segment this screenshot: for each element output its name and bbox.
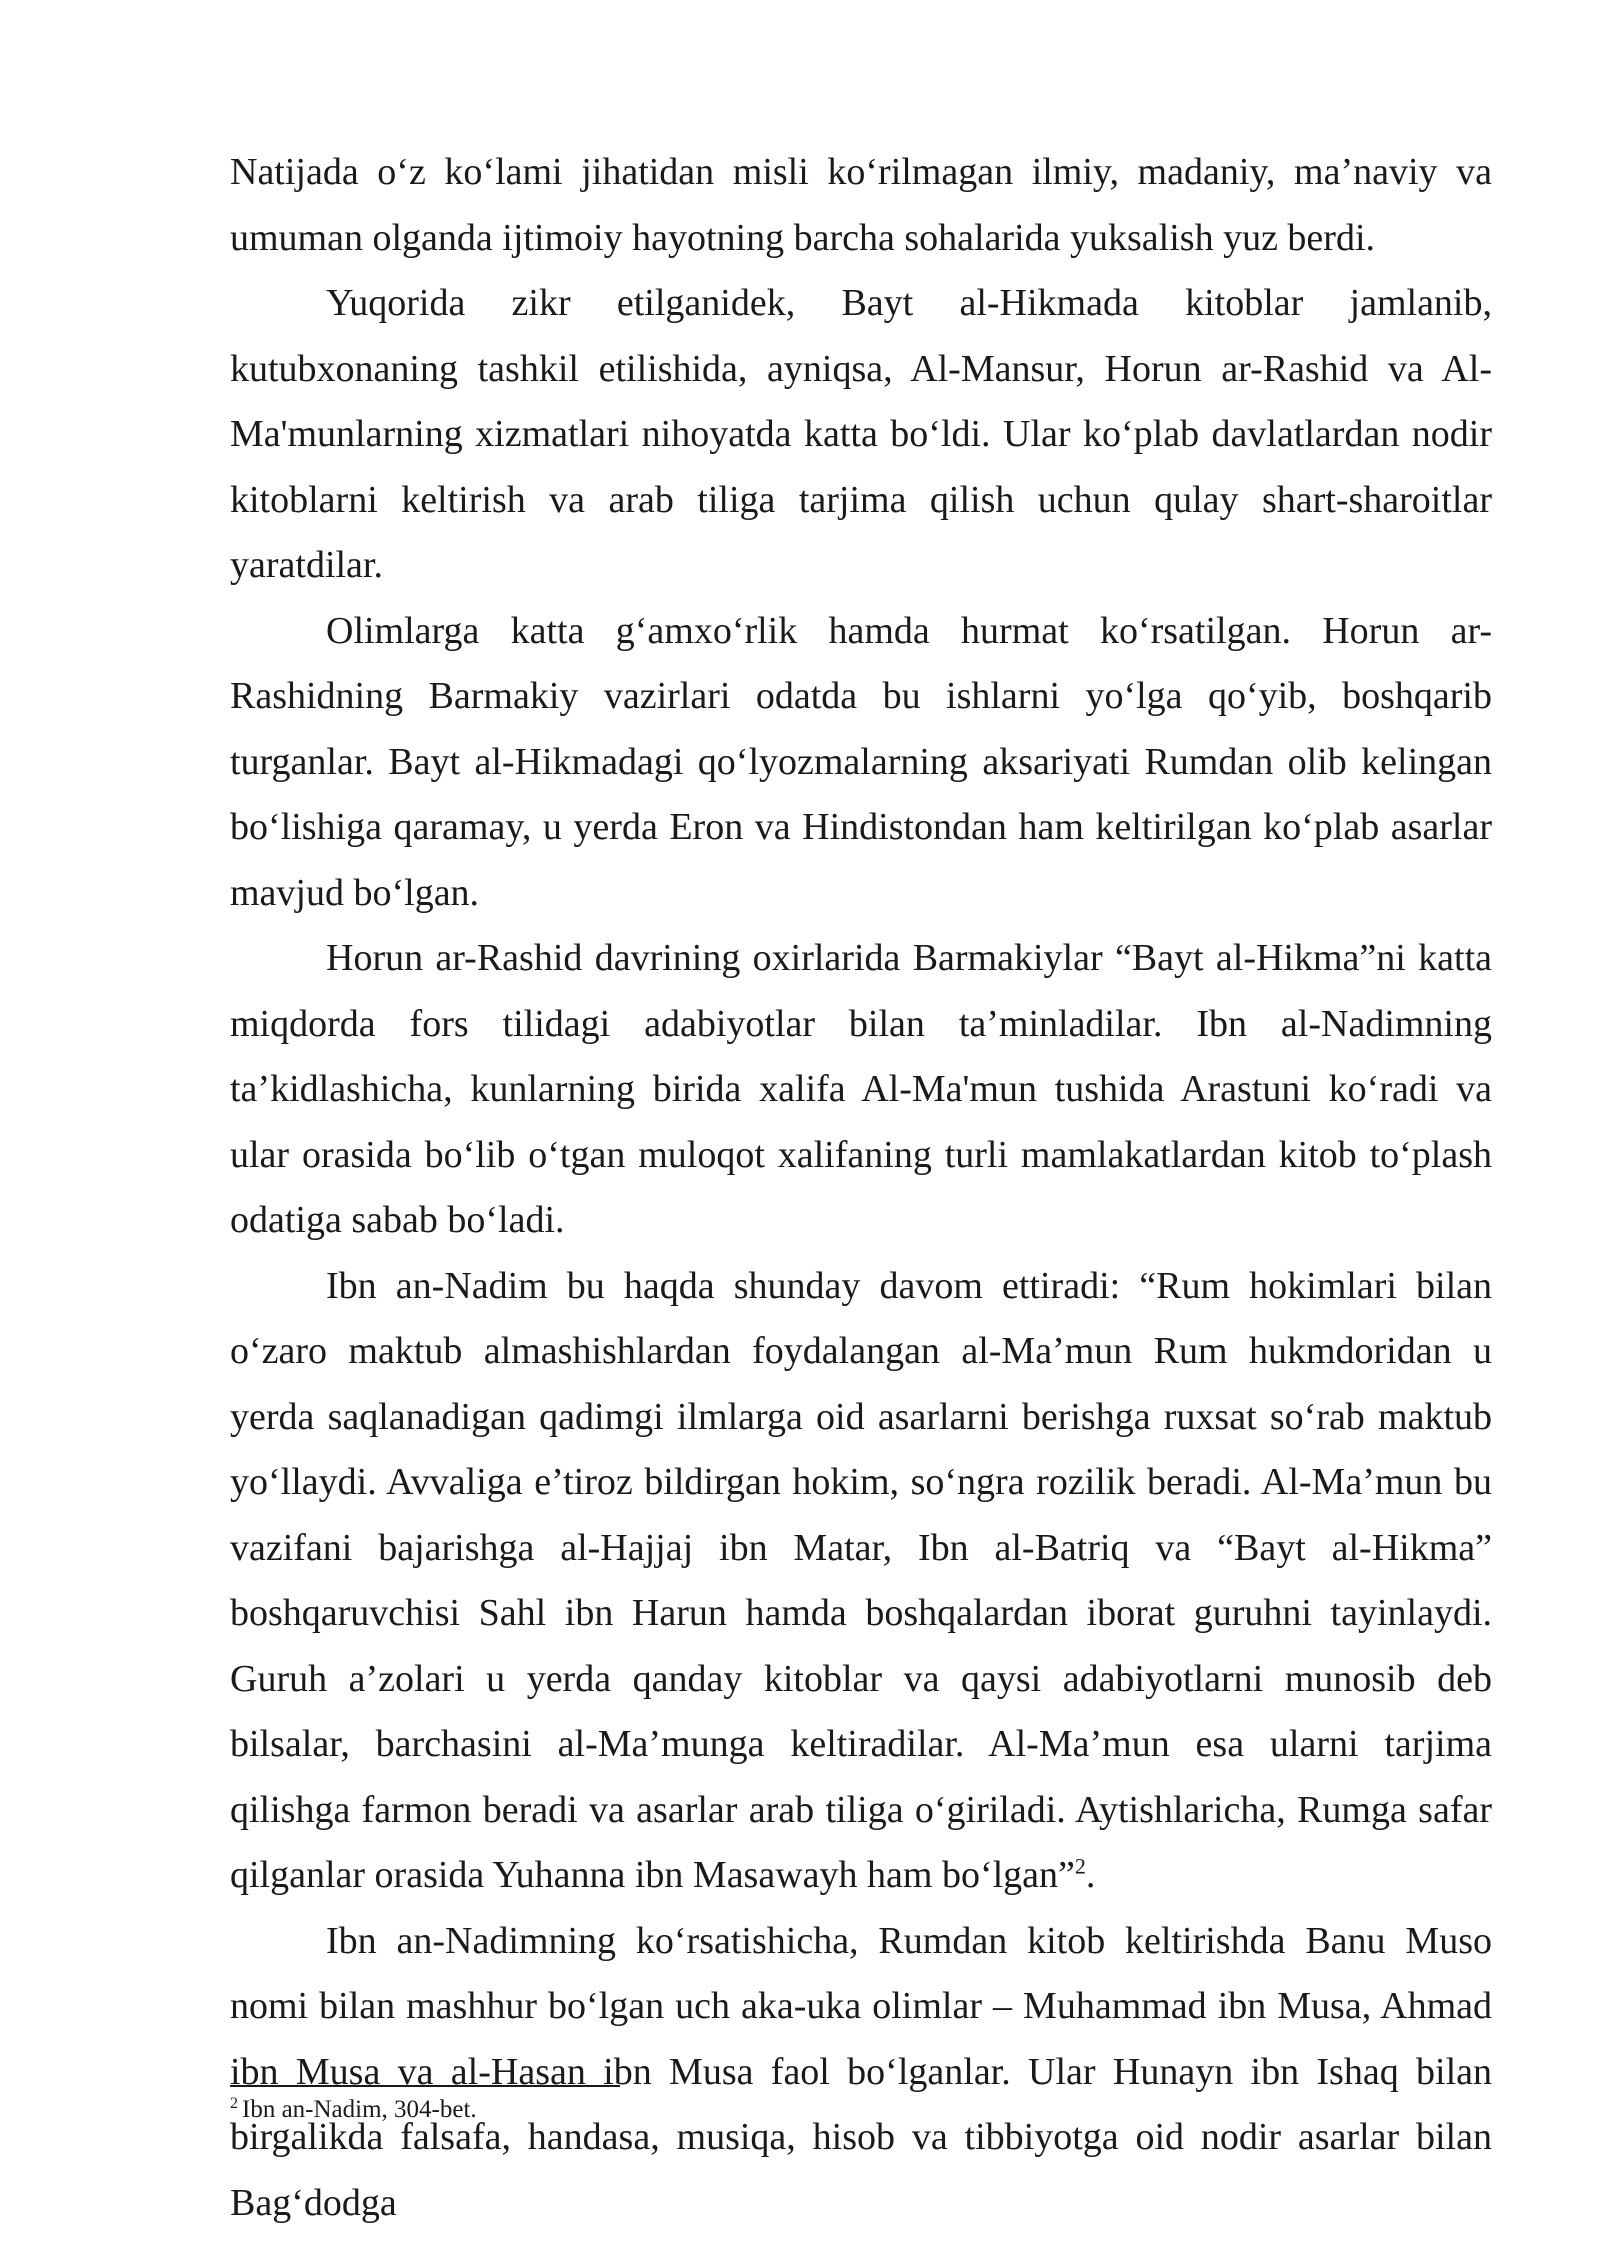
paragraph-4 [230,926,1492,1254]
footnote-mark: 2 [230,2094,238,2112]
paragraph-3-text: Olimlarga katta g‘amxo‘rlik hamda hurmat ko‘rsatilgan. Horun ar-Rashidning Barmakiy vazirlari odatda bu ishlarni yo‘lga qo‘yib, boshqarib turganlar. Bayt al-Hikmadagi qo‘lyozmalarning aksariyati Rumdan olib kelingan bo‘lishiga qaramay, u yerda Eron va Hindistondan ham keltirilgan ko‘plab asarlar mavjud bo‘lgan. [230,609,1492,914]
footnote-reference[interactable]: 2 [1074,1853,1086,1879]
paragraph-2-text: Yuqorida zikr etilganidek, Bayt al-Hikmada kitoblar jamlanib, kutubxonaning tashkil etilishida, ayniqsa, Al-Mansur, Horun ar-Rashid va Al-Ma'munlarning xizmatlari nihoyatda katta bo‘ldi. Ular ko‘plab davlatlardan nodir kitoblarni keltirish va arab tiliga tarjima qilish uchun qulay shart-sharoitlar yaratdilar. [230,282,1492,586]
paragraph-5-text: Ibn an-Nadim bu haqda shunday davom ettiradi: “Rum hokimlari bilan o‘zaro maktub almashishlardan foydalangan al-Ma’mun Rum hukmdoridan u yerda saqlanadigan qadimgi ilmlarga oid asarlarni berishga ruxsat so‘rab maktub yo‘llaydi. Avvaliga e’tiroz bildirgan hokim, so‘ngra rozilik beradi. Al-Ma’mun bu vazifani bajarishga al-Hajjaj ibn Matar, Ibn al-Batriq va “Bayt al-Hikma” boshqaruvchisi Sahl ibn Harun hamda boshqalardan iborat guruhni tayinlaydi. Guruh a’zolari u yerda qanday kitoblar va qaysi adabiyotlarni munosib deb bilsalar, barchasini al-Ma’munga keltiradilar. Al-Ma’mun esa ularni tarjima qilishga farmon beradi va asarlar arab tiliga o‘giriladi. Aytishlaricha, Rumga safar qilganlar orasida Yuhanna ibn Masawayh ham bo‘lgan” [230,1264,1492,1896]
footnote [230,2092,477,2128]
paragraph-5-tail: . [1085,1854,1096,1896]
paragraph-1 [230,140,1492,271]
paragraph-6-text: Ibn an-Nadimning ko‘rsatishicha, Rumdan kitob keltirishda Banu Muso nomi bilan mashhur bo‘lgan uch aka-uka olimlar – Muhammad ibn Musa, Ahmad ibn Musa va al-Hasan ibn Musa faol bo‘lganlar. Ular Hunayn ibn Ishaq bilan birgalikda falsafa, handasa, musiqa, hisob va tibbiyotga oid nodir asarlar bilan Bag‘dodga [230,1919,1492,2224]
paragraph-1-text: Natijada o‘z ko‘lami jihatidan misli ko‘rilmagan ilmiy, madaniy, ma’naviy va umuman olganda ijtimoiy hayotning barcha sohalarida yuksalish yuz berdi. [230,151,1492,259]
footnote-text: Ibn an-Nadim, 304-bet. [242,2096,477,2123]
paragraph-4-text: Horun ar-Rashid davrining oxirlarida Barmakiylar “Bayt al-Hikma”ni katta miqdorda fors tilidagi adabiyotlar bilan ta’minladilar. Ibn al-Nadimning ta’kidlashicha, kunlarning birida xalifa Al-Ma'mun tushida Arastuni ko‘radi va ular orasida bo‘lib o‘tgan muloqot xalifaning turli mamlakatlardan kitob to‘plash odatiga sabab bo‘ladi. [230,937,1492,1241]
paragraph-6 [230,1909,1492,2237]
footnote-separator [230,2085,620,2087]
paragraph-2 [230,271,1492,599]
paragraph-3 [230,599,1492,927]
page-body [230,140,1492,2236]
paragraph-5 [230,1254,1492,1909]
